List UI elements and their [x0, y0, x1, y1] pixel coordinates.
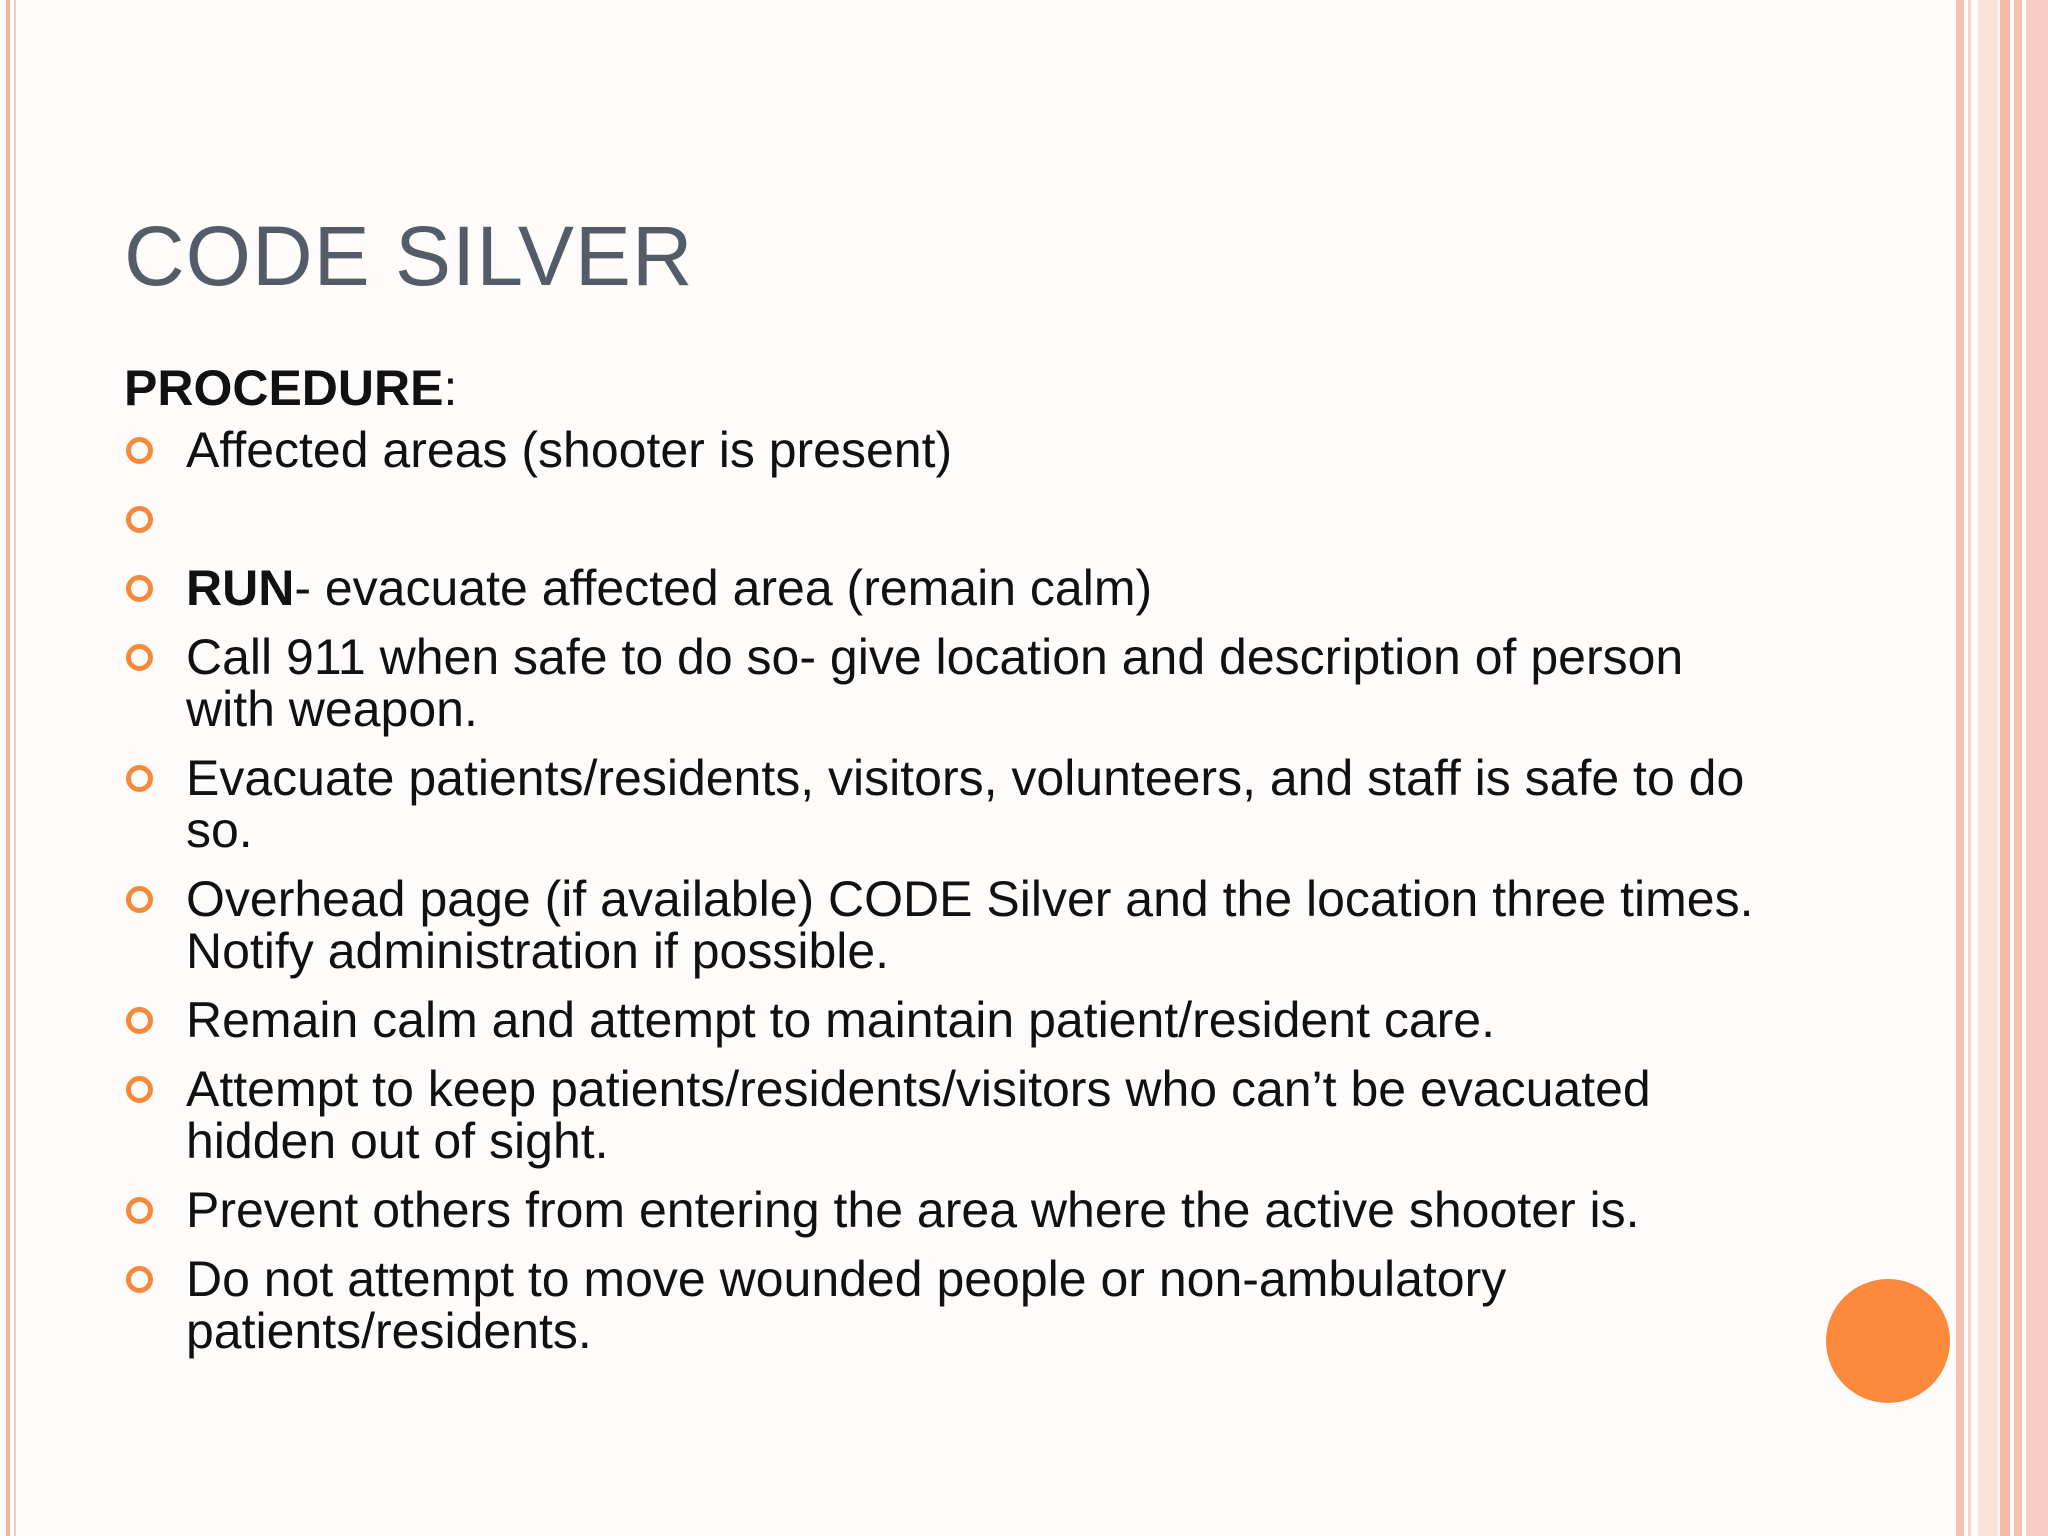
- list-item: [124, 562, 1764, 614]
- hollow-circle-bullet-icon: [126, 886, 153, 913]
- hollow-circle-bullet-icon: [126, 506, 153, 533]
- list-item: [124, 493, 1764, 545]
- bullet-text: Call 911 when safe to do so- give location and description of person with weapon.: [186, 629, 1684, 737]
- procedure-colon: :: [443, 360, 458, 416]
- bullet-text: Prevent others from entering the area where the active shooter is.: [186, 1182, 1640, 1238]
- left-border-line: [6, 0, 10, 1536]
- bullet-text: Attempt to keep patients/residents/visitors who can’t be evacuated hidden out of sight.: [186, 1061, 1651, 1169]
- right-border-band: [1956, 0, 1964, 1536]
- list-item: [124, 994, 1764, 1046]
- right-border-band: [2000, 0, 2010, 1536]
- list-item: [124, 631, 1764, 735]
- bullet-list: [124, 424, 1764, 1357]
- hollow-circle-bullet-icon: [126, 644, 153, 671]
- left-border-line-inner: [14, 0, 16, 1536]
- hollow-circle-bullet-icon: [126, 575, 153, 602]
- hollow-circle-bullet-icon: [126, 765, 153, 792]
- procedure-heading: [124, 358, 1764, 418]
- right-border-band: [1968, 0, 1971, 1536]
- bullet-text: Remain calm and attempt to maintain patient/resident care.: [186, 992, 1496, 1048]
- hollow-circle-bullet-icon: [126, 1266, 153, 1293]
- right-border-band: [2014, 0, 2022, 1536]
- bullet-bold-text: RUN: [186, 560, 295, 616]
- slide-content: [124, 358, 1764, 1374]
- bullet-text: Do not attempt to move wounded people or non-ambulatory patients/residents.: [186, 1251, 1507, 1359]
- list-item: [124, 1253, 1764, 1357]
- right-border-band: [1978, 0, 1998, 1536]
- hollow-circle-bullet-icon: [126, 1197, 153, 1224]
- list-item: [124, 1063, 1764, 1167]
- list-item: [124, 752, 1764, 856]
- list-item: [124, 873, 1764, 977]
- list-item: [124, 1184, 1764, 1236]
- slide-title: CODE SILVER: [124, 209, 694, 303]
- right-border-band: [2026, 0, 2048, 1536]
- orange-circle-decoration: [1826, 1279, 1950, 1403]
- bullet-text: Overhead page (if available) CODE Silver and the location three times. Notify administration if possible.: [186, 871, 1754, 979]
- bullet-text: Affected areas (shooter is present): [186, 422, 953, 478]
- hollow-circle-bullet-icon: [126, 1076, 153, 1103]
- procedure-label: PROCEDURE: [124, 360, 444, 416]
- hollow-circle-bullet-icon: [126, 437, 153, 464]
- hollow-circle-bullet-icon: [126, 1007, 153, 1034]
- bullet-text: - evacuate affected area (remain calm): [294, 560, 1153, 616]
- list-item: [124, 424, 1764, 476]
- bullet-text: Evacuate patients/residents, visitors, volunteers, and staff is safe to do so.: [186, 750, 1745, 858]
